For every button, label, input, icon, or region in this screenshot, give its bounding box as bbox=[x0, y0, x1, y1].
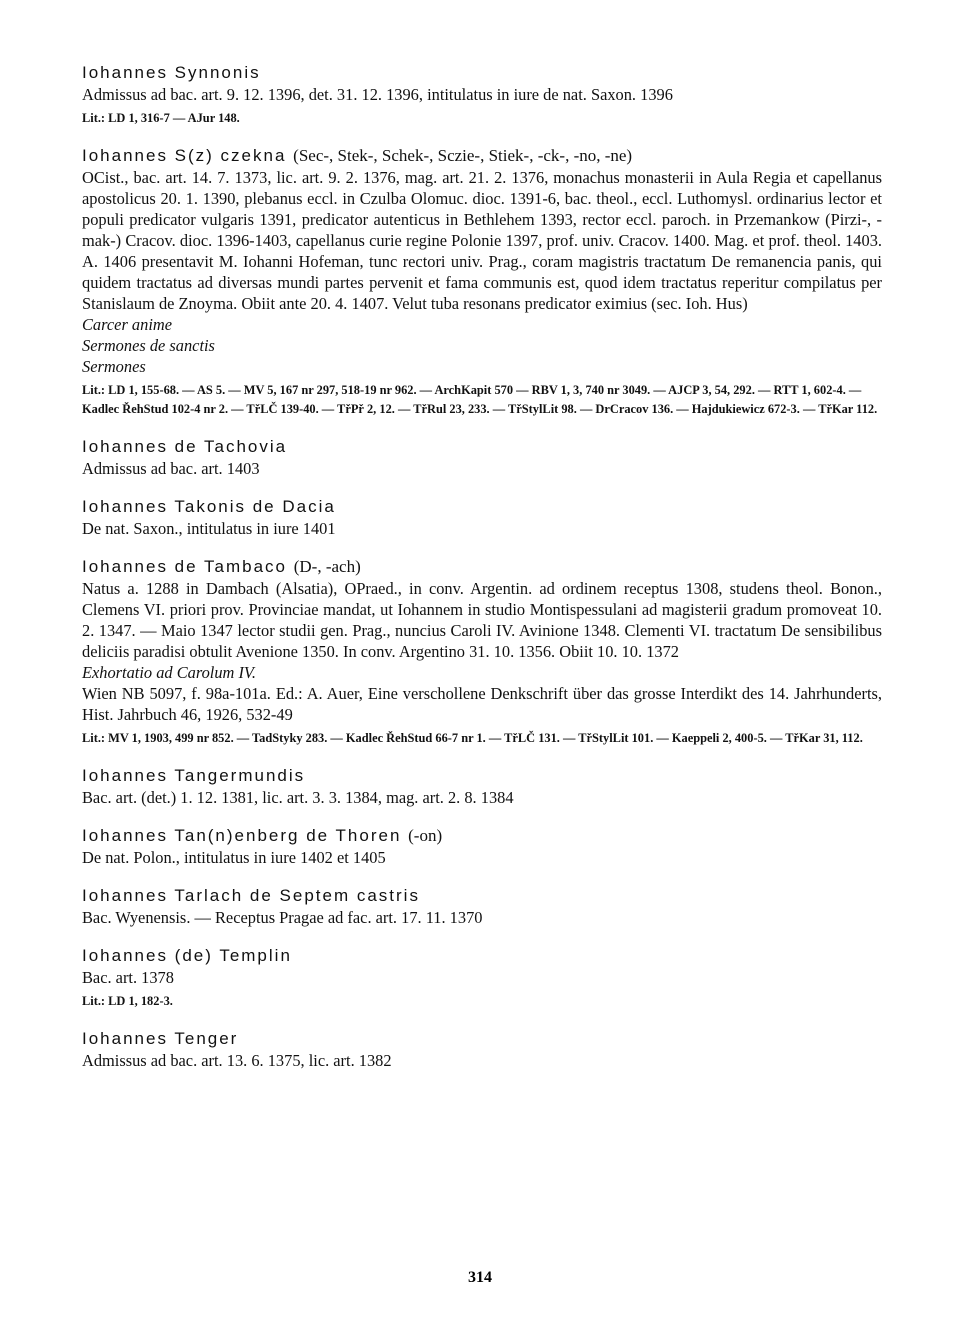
entry-tangermundis bbox=[82, 765, 882, 808]
entry-literature: Lit.: LD 1, 182-3. bbox=[82, 994, 173, 1008]
entry-body: Bac. art. 1378 bbox=[82, 968, 174, 987]
entry-literature: Lit.: LD 1, 316-7 — AJur 148. bbox=[82, 111, 240, 125]
entry-body: Admissus ad bac. art. 13. 6. 1375, lic. art. 1382 bbox=[82, 1051, 392, 1070]
work-title: Sermones bbox=[82, 357, 146, 376]
entry-heading bbox=[82, 145, 882, 167]
entry-edition: Wien NB 5097, f. 98a-101a. Ed.: A. Auer, Eine verschollene Denkschrift über das grosse Interdikt des 14. Jahrhunderts, Hist. Jahrbuch 46, 1926, 532-49 bbox=[82, 684, 882, 724]
entry-heading: Iohannes de Tachovia bbox=[82, 437, 288, 456]
entry-body: Bac. Wyenensis. — Receptus Pragae ad fac. art. 17. 11. 1370 bbox=[82, 908, 483, 927]
entry-heading bbox=[82, 556, 882, 578]
entry-templin bbox=[82, 945, 882, 1011]
entry-tannenberg bbox=[82, 825, 882, 868]
entry-heading: Iohannes Synnonis bbox=[82, 63, 261, 82]
entry-body: De nat. Polon., intitulatus in iure 1402 et 1405 bbox=[82, 848, 386, 867]
entry-heading bbox=[82, 825, 882, 847]
entry-heading-variants: (-on) bbox=[408, 826, 443, 845]
entry-tachovia bbox=[82, 436, 882, 479]
page-content bbox=[82, 62, 882, 1088]
entry-body: Admissus ad bac. art. 9. 12. 1396, det. 31. 12. 1396, intitulatus in iure de nat. Saxon. 1396 bbox=[82, 85, 673, 104]
entry-heading-variants: (D-, -ach) bbox=[293, 557, 361, 576]
work-title: Exhortatio ad Carolum IV. bbox=[82, 663, 256, 682]
entry-body: Admissus ad bac. art. 1403 bbox=[82, 459, 260, 478]
entry-tarlach bbox=[82, 885, 882, 928]
entry-heading: Iohannes Tangermundis bbox=[82, 766, 306, 785]
entry-body: OCist., bac. art. 14. 7. 1373, lic. art. 9. 2. 1376, mag. art. 21. 2. 1376, monachus monasterii in Aula Regia et capellanus apostolicus 20. 1. 1390, plebanus eccl. in Czulba Olomuc. dioc. 1391-6, bac. theol., eccl. Luthomysl. ordinarius lector et populi predicator vulgaris 1391, predicator autenticus in Bethlehem 1393, rector eccl. paroch. in Przemankow (Pirzi-, -mak-) Cracov. dioc. 1396-1403, capellanus curie regine Polonie 1397, prof. univ. Cracov. 1400. Mag. et prof. theol. 1403. A. 1406 presentavit M. Iohanni Hofeman, tunc rectori univ. Prag., coram magistris tractatum De remanencia panis, qui quidem tractatus ad diversas mundi partes pervenit et fama communis est, quod idem tractatus reperitur compilatus per Stanislaum de Znoyma. Obiit ante 20. 4. 1407. Velut tuba resonans predicator eximius (sec. Ioh. Hus) bbox=[82, 168, 882, 313]
entry-tambaco bbox=[82, 556, 882, 748]
entry-tenger bbox=[82, 1028, 882, 1071]
entry-takonis bbox=[82, 496, 882, 539]
entry-heading: Iohannes (de) Templin bbox=[82, 946, 292, 965]
entry-synnonis bbox=[82, 62, 882, 128]
work-title: Sermones de sanctis bbox=[82, 336, 215, 355]
entry-heading-name: Iohannes S(z) czekna bbox=[82, 146, 287, 165]
entry-heading-name: Iohannes Tan(n)enberg de Thoren bbox=[82, 826, 402, 845]
entry-sczekna bbox=[82, 145, 882, 419]
work-title: Carcer anime bbox=[82, 315, 172, 334]
page-number: 314 bbox=[468, 1269, 492, 1286]
entry-heading: Iohannes Takonis de Dacia bbox=[82, 497, 336, 516]
entry-heading-variants: (Sec-, Stek-, Schek-, Sczie-, Stiek-, -ck-, -no, -ne) bbox=[293, 146, 633, 165]
entry-literature: Lit.: LD 1, 155-68. — AS 5. — MV 5, 167 nr 297, 518-19 nr 962. — ArchKapit 570 — RBV 1, 3, 740 nr 3049. — AJCP 3, 54, 292. — RTT 1, 602-4. — Kadlec ŘehStud 102-4 nr 2. — TřLČ 139-40. — TřPř 2, 12. — TřRul 23, 233. — TřStylLit 98. — DrCracov 136. — Hajdukiewicz 672-3. — TřKar 112. bbox=[82, 383, 878, 416]
entry-heading: Iohannes Tenger bbox=[82, 1029, 239, 1048]
entry-heading: Iohannes Tarlach de Septem castris bbox=[82, 886, 420, 905]
entry-body: Bac. art. (det.) 1. 12. 1381, lic. art. 3. 3. 1384, mag. art. 2. 8. 1384 bbox=[82, 788, 514, 807]
entry-body: Natus a. 1288 in Dambach (Alsatia), OPraed., in conv. Argentin. ad ordinem receptus 1308, studens theol. Bonon., Clemens VI. priori prov. Provinciae mandat, ut Iohannem in studio Montispessulani ad magisterii gradum promoveat 10. 2. 1347. — Maio 1347 lector studii gen. Prag., nuncius Caroli IV. Avinione 1348. Clementi VI. tractatum De sensibilibus deliciis paradisi obtulit Avenione 1350. In conv. Argentino 31. 10. 1356. Obiit 10. 10. 1372 bbox=[82, 579, 882, 661]
entry-body: De nat. Saxon., intitulatus in iure 1401 bbox=[82, 519, 336, 538]
entry-heading-name: Iohannes de Tambaco bbox=[82, 557, 287, 576]
entry-literature: Lit.: MV 1, 1903, 499 nr 852. — TadStyky 283. — Kadlec ŘehStud 66-7 nr 1. — TřLČ 131. — TřStylLit 101. — Kaeppeli 2, 400-5. — TřKar 31, 112. bbox=[82, 731, 863, 745]
